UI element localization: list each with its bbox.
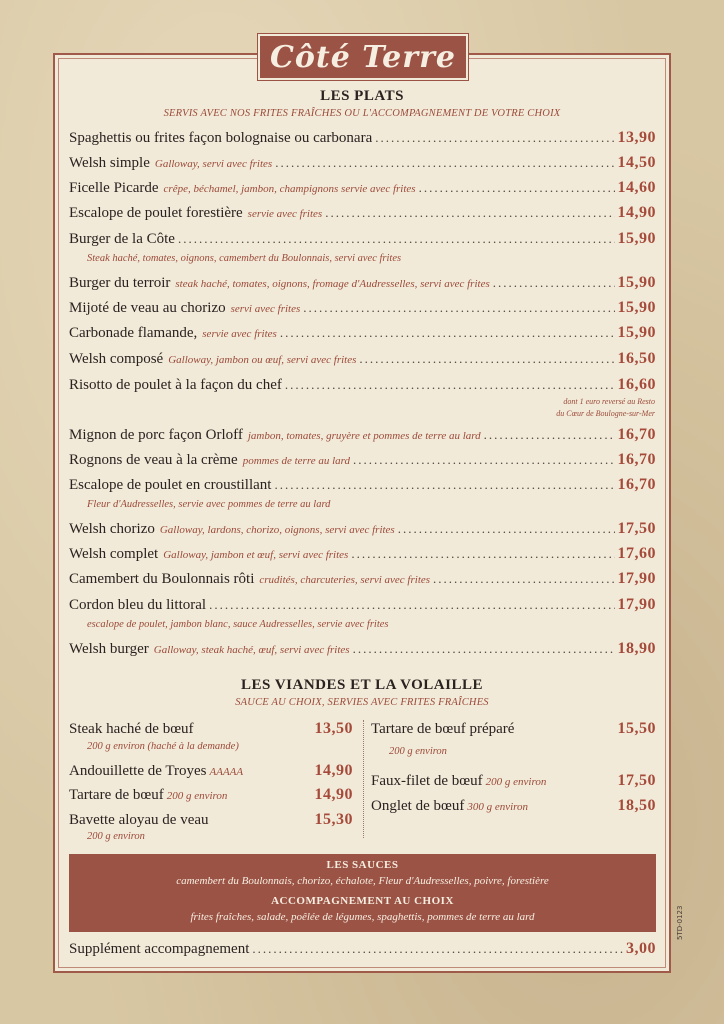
column-divider — [363, 720, 364, 838]
plat-row — [69, 376, 656, 398]
plat-row — [69, 274, 656, 296]
viande-price: 15,30 — [314, 811, 353, 828]
viande-subdesc: 200 g environ — [389, 746, 447, 757]
viande-row — [371, 720, 656, 738]
plat-desc: Galloway, lardons, chorizo, oignons, servi avec frites — [159, 524, 395, 536]
plat-name: Burger de la Côte — [69, 231, 175, 247]
plat-price: 16,50 — [617, 350, 656, 367]
viande-row — [69, 762, 353, 780]
plat-row — [69, 596, 656, 618]
plat-row — [69, 520, 656, 542]
supplement-price: 3,00 — [626, 940, 656, 957]
viande-name: Onglet de bœuf — [371, 798, 465, 814]
plat-row — [69, 451, 656, 473]
plat-price: 16,70 — [617, 476, 656, 493]
plat-row — [69, 154, 656, 176]
viande-name: Tartare de bœuf — [69, 787, 164, 803]
viande-row — [69, 720, 353, 738]
plat-price: 14,60 — [617, 179, 656, 196]
plat-name: Escalope de poulet en croustillant — [69, 477, 272, 493]
viande-name: Andouillette de Troyes — [69, 763, 207, 779]
sauces-text: camembert du Boulonnais, chorizo, échalote, Fleur d'Audresselles, poivre, forestière — [176, 875, 549, 887]
plat-name: Welsh burger — [69, 641, 149, 657]
plat-price: 15,90 — [617, 299, 656, 316]
plat-row — [69, 570, 656, 592]
viande-name: Bavette aloyau de veau — [69, 812, 209, 828]
plat-price: 15,90 — [617, 324, 656, 341]
plat-name: Mignon de porc façon Orloff — [69, 427, 243, 443]
plat-desc: Galloway, jambon et œuf, servi avec frites — [163, 549, 349, 561]
plat-price: 17,60 — [617, 545, 656, 562]
plat-name: Camembert du Boulonnais rôti — [69, 571, 255, 587]
plat-price: 15,90 — [617, 230, 656, 247]
viande-subdesc: 200 g environ — [87, 831, 145, 842]
viande-price: 14,90 — [314, 786, 353, 803]
plat-row — [69, 640, 656, 662]
plat-price: 16,70 — [617, 426, 656, 443]
plat-desc: Galloway, steak haché, œuf, servi avec frites — [153, 644, 350, 656]
plat-name: Burger du terroir — [69, 275, 171, 291]
plat-desc: servie avec frites — [247, 208, 323, 220]
plat-price: 13,90 — [617, 129, 656, 146]
viande-price: 17,50 — [617, 772, 656, 789]
plat-subdesc: escalope de poulet, jambon blanc, sauce Audresselles, servie avec frites — [87, 619, 389, 630]
plats-subtitle: SERVIS AVEC NOS FRITES FRAÎCHES OU L'ACCOMPAGNEMENT DE VOTRE CHOIX — [163, 108, 561, 119]
plat-price: 16,70 — [617, 451, 656, 468]
plat-name: Ficelle Picarde — [69, 180, 159, 196]
viande-name: Tartare de bœuf préparé — [371, 721, 515, 737]
supplement-row — [69, 940, 656, 962]
plat-desc: crudités, charcuteries, servi avec frites — [259, 574, 431, 586]
plat-price: 17,90 — [617, 570, 656, 587]
sauces-heading: LES SAUCES — [326, 859, 399, 871]
plat-row — [69, 545, 656, 567]
viande-price: 15,50 — [617, 720, 656, 737]
plat-price: 15,90 — [617, 274, 656, 291]
viande-row — [69, 786, 353, 804]
accomp-text: frites fraîches, salade, poêlée de légumes, spaghettis, pommes de terre au lard — [190, 911, 535, 923]
plat-name: Escalope de poulet forestière — [69, 205, 243, 221]
plat-price: 16,60 — [617, 376, 656, 393]
plats-heading: LES PLATS — [320, 88, 404, 104]
supplement-name: Supplément accompagnement — [69, 941, 250, 957]
plat-name: Welsh simple — [69, 155, 150, 171]
plat-name: Welsh complet — [69, 546, 159, 562]
plat-name: Spaghettis ou frites façon bolognaise ou carbonara — [69, 130, 373, 146]
viande-name: Faux-filet de bœuf — [371, 773, 483, 789]
viande-name: Steak haché de bœuf — [69, 721, 194, 737]
accomp-heading: ACCOMPAGNEMENT AU CHOIX — [271, 895, 454, 907]
viande-row — [69, 811, 353, 829]
viande-desc: AAAAA — [209, 766, 244, 778]
plat-name: Carbonade flamande, — [69, 325, 198, 341]
plat-price: 17,50 — [617, 520, 656, 537]
plat-row — [69, 299, 656, 321]
viande-price: 14,90 — [314, 762, 353, 779]
plat-desc: jambon, tomates, gruyère et pommes de terre au lard — [247, 430, 481, 442]
plat-row — [69, 179, 656, 201]
plat-name: Mijoté de veau au chorizo — [69, 300, 226, 316]
menu-title: Côté Terre — [270, 39, 456, 75]
plat-row — [69, 324, 656, 346]
viande-price: 13,50 — [314, 720, 353, 737]
plat-name: Welsh composé — [69, 351, 164, 367]
plat-name: Cordon bleu du littoral — [69, 597, 207, 613]
plat-name: Rognons de veau à la crème — [69, 452, 238, 468]
plat-row — [69, 129, 656, 151]
plat-price: 17,90 — [617, 596, 656, 613]
plat-desc: steak haché, tomates, oignons, fromage d'Audresselles, servi avec frites — [175, 278, 490, 290]
plat-desc: servie avec frites — [202, 328, 277, 340]
viandes-subtitle: SAUCE AU CHOIX, SERVIES AVEC FRITES FRAÎCHES — [235, 697, 489, 708]
plat-row — [69, 476, 656, 498]
sauces-box — [69, 854, 656, 932]
plat-row — [69, 230, 656, 252]
viandes-heading: LES VIANDES ET LA VOLAILLE — [241, 677, 483, 693]
plat-name: Risotto de poulet à la façon du chef — [69, 377, 282, 393]
viande-row — [371, 772, 656, 790]
viande-desc: 200 g environ — [485, 776, 547, 788]
plat-price: 18,90 — [617, 640, 656, 657]
charity-note: dont 1 euro reversé au Resto — [563, 397, 655, 406]
viande-desc: 200 g environ — [166, 790, 228, 802]
plat-subdesc: Fleur d'Audresselles, servie avec pommes de terre au lard — [87, 499, 331, 510]
plat-subdesc: Steak haché, tomates, oignons, camembert du Boulonnais, servi avec frites — [87, 253, 402, 264]
plat-desc: Galloway, jambon ou œuf, servi avec frites — [168, 354, 357, 366]
plat-row — [69, 204, 656, 226]
plat-desc: crêpe, béchamel, jambon, champignons servie avec frites — [163, 183, 416, 195]
viande-row — [371, 797, 656, 815]
menu-title-banner — [258, 34, 468, 80]
plat-row — [69, 426, 656, 448]
plat-price: 14,50 — [617, 154, 656, 171]
plat-row — [69, 350, 656, 372]
plat-desc: servi avec frites — [230, 303, 301, 315]
plat-desc: pommes de terre au lard — [242, 455, 351, 467]
charity-note: du Cœur de Boulogne-sur-Mer — [556, 409, 655, 418]
viande-subdesc: 200 g environ (haché à la demande) — [87, 741, 239, 752]
plat-price: 14,90 — [617, 204, 656, 221]
viande-price: 18,50 — [617, 797, 656, 814]
print-code: 5TD-0123 — [676, 905, 684, 940]
plat-desc: Galloway, servi avec frites — [154, 158, 273, 170]
plat-name: Welsh chorizo — [69, 521, 155, 537]
viande-desc: 300 g environ — [467, 801, 529, 813]
